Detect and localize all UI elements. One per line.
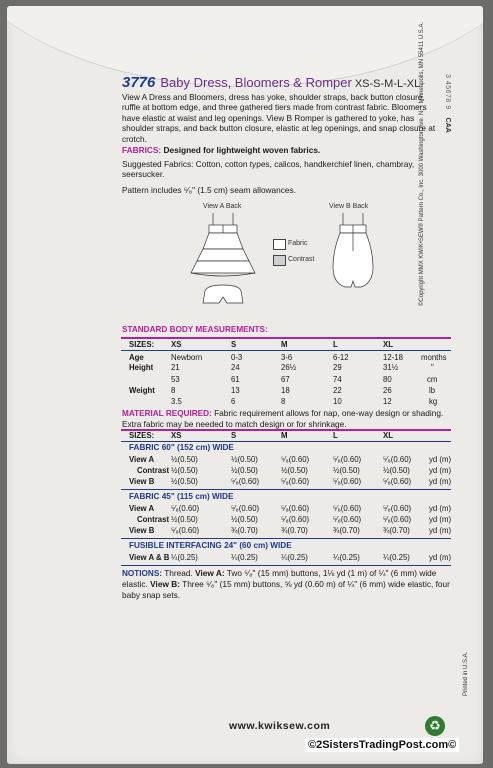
value-m: ⁵⁄₈(0.60) [281,515,310,524]
age-unit: months [421,353,447,362]
age-s: 0-3 [231,353,243,362]
value-m: ⁵⁄₈(0.60) [281,504,310,513]
row-label: View A & B [129,553,170,562]
measurement-weight-row [121,386,451,396]
height-cm-s: 61 [231,375,240,384]
view-b-label: View B Back [329,203,369,210]
size-l: L [333,340,338,349]
unit: yd (m) [429,455,452,464]
value-s: ½(0.50) [231,515,258,524]
weight-m: 18 [281,386,290,395]
unit: yd (m) [429,477,452,486]
fabric-60-title: FABRIC 60" (152 cm) WIDE [129,443,234,452]
age-m: 3-6 [281,353,293,362]
measurement-age-row [121,353,451,363]
age-xs: Newborn [171,353,203,362]
sizes-rule [121,350,451,351]
value-xl: ⁵⁄₈(0.60) [383,477,412,486]
measurements-rule [121,337,451,339]
fabric-60-rule [121,489,451,490]
unit: yd (m) [429,526,452,535]
view-a-label: View A Back [203,203,242,210]
weight-l: 22 [333,386,342,395]
height-l: 29 [333,363,342,372]
fabric-45-rule [121,538,451,539]
caa-mark: CAA [444,117,451,133]
measurements-title: STANDARD BODY MEASUREMENTS: [122,325,268,334]
website-url: www.kwiksew.com [229,720,331,732]
measurement-height-cm-row [121,375,451,385]
fabric-60-view-b-row [121,477,451,487]
value-s: ½(0.50) [231,466,258,475]
weight-kg-xl: 12 [383,397,392,406]
legend-contrast-label: Contrast [288,256,315,263]
description: View A Dress and Bloomers, dress has yoke, shoulder straps, back button closure, ruffle at bottom edge, and three gathered tiers made from contrast fabric. Bloomers have elastic at waist and leg openings. View B Romper is gathered to yoke, has shoulder straps, and back button closure, elastic at leg openings, and snap closure at crotch. [122,92,436,144]
notions-label: NOTIONS: [122,569,163,578]
material-size-s: S [231,431,237,440]
value-l: ¾(0.70) [333,526,360,535]
value-xl: ⁵⁄₈(0.60) [383,515,412,524]
value-l: ½(0.50) [333,466,360,475]
row-label: View B [129,477,155,486]
row-label: Contrast [137,515,170,524]
value-m: ⁵⁄₈(0.60) [281,477,310,486]
weight-s: 13 [231,386,240,395]
material-sizes-label: SIZES: [129,431,155,440]
material-size-xl: XL [383,431,393,440]
value-xs: ⁵⁄₈(0.60) [171,504,200,513]
row-label: Contrast [137,466,170,475]
value-l: ⁵⁄₈(0.60) [333,504,362,513]
notions-text-1: Thread. [164,568,193,578]
height-s: 24 [231,363,240,372]
measurement-height-row [121,363,451,373]
value-m: ⁵⁄₈(0.60) [281,455,310,464]
value-xl: ¾(0.70) [383,526,410,535]
height-cm-unit: cm [427,375,438,384]
unit: yd (m) [429,515,452,524]
interfacing-rule [121,565,451,566]
notions-text-3: Three ⁵⁄₈" (15 mm) buttons, ⅝ yd (0.60 m) of ¼" (6 mm) wide elastic, four baby snap sets. [122,579,450,600]
age-label: Age [129,353,144,362]
fabric-60-view-a-row [121,455,451,465]
weight-xs: 8 [171,386,176,395]
notions [122,568,452,600]
material-size-m: M [281,431,288,440]
title-row [122,74,420,92]
suggested-fabrics: Suggested Fabrics: Cotton, cotton types, calicos, handkerchief linen, chambray, seersucker. [122,159,415,180]
fabrics-line [122,145,442,155]
material-required [122,408,452,430]
value-xl: ½(0.50) [383,466,410,475]
value-xs: ⁵⁄₈(0.60) [171,526,200,535]
weight-xl: 26 [383,386,392,395]
unit: yd (m) [429,553,452,562]
legend-fabric-label: Fabric [288,240,308,247]
measurement-sizes-row [121,340,451,350]
upc-side [441,74,459,133]
fabrics-label: FABRICS: [122,145,162,155]
value-s: ⁵⁄₈(0.60) [231,504,260,513]
notions-view-a-label: View A: [195,568,225,578]
view-b-romper-drawing [329,211,379,301]
value-xl: ⁵⁄₈(0.60) [383,455,412,464]
value-xl: ⁵⁄₈(0.60) [383,504,412,513]
row-label: View A [129,455,155,464]
weight-kg-m: 8 [281,397,286,406]
recycle-icon: ♻ [425,716,445,736]
copyright-side-text: ©Copyright MMX KWIK•SEW® Pattern Co., Inc. 3000 Washington Ave. N. • Minneapolis, MN 55411 U.S.A. [419,21,425,306]
value-l: ⁵⁄₈(0.60) [333,477,362,486]
value-xl: ¼(0.25) [383,553,410,562]
upc-code: 3 45678 9 [444,74,451,110]
size-range: XS-S-M-L-XL [354,78,421,90]
value-xs: ¼(0.25) [171,553,198,562]
fabric-60-contrast-row [121,466,451,476]
height-xs: 21 [171,363,180,372]
size-m: M [281,340,288,349]
material-sizes-row [121,431,451,441]
value-l: ⁵⁄₈(0.60) [333,515,362,524]
age-xl: 12-18 [383,353,403,362]
size-xl: XL [383,340,393,349]
age-l: 6-12 [333,353,349,362]
measurement-weight-kg-row [121,397,451,407]
material-sizes-rule [121,441,451,442]
sizes-label: SIZES: [129,340,155,349]
interfacing-row [121,553,451,563]
height-cm-xs: 53 [171,375,180,384]
fabrics-text: Designed for lightweight woven fabrics. [163,145,321,155]
printed-in-usa: Printed in U.S.A. [463,651,469,696]
fabric-45-view-a-row [121,504,451,514]
size-s: S [231,340,237,349]
view-a-dress-drawing [185,211,265,321]
unit: yd (m) [429,466,452,475]
value-xs: ½(0.50) [171,515,198,524]
row-label: View A [129,504,155,513]
height-label: Height [129,363,154,372]
value-xs: ½(0.50) [171,466,198,475]
value-s: ½(0.50) [231,455,258,464]
notions-text-2: Two ⁵⁄₈" (15 mm) buttons, 1⅛ yd (1 m) of ¼" (6 mm) wide elastic. [122,568,437,590]
value-m: ½(0.50) [281,466,308,475]
pattern-number: 3776 [122,74,156,91]
value-s: ⁵⁄₈(0.60) [231,477,260,486]
material-title: MATERIAL REQUIRED: [122,409,212,418]
height-cm-m: 67 [281,375,290,384]
value-l: ¼(0.25) [333,553,360,562]
height-xl: 31½ [383,363,399,372]
height-unit: " [431,363,434,372]
fabric-45-view-b-row [121,526,451,536]
height-cm-l: 74 [333,375,342,384]
value-m: ¼(0.25) [281,553,308,562]
material-note: Fabric requirement allows for nap, one-way design or shading. Extra fabric may be needed to match design or for shrinkage. [122,408,444,430]
size-xs: XS [171,340,182,349]
interfacing-title: FUSIBLE INTERFACING 24" (60 cm) WIDE [129,541,292,550]
material-size-xs: XS [171,431,182,440]
weight-label: Weight [129,386,155,395]
material-size-l: L [333,431,338,440]
weight-kg-xs: 3.5 [171,397,182,406]
legend-contrast-swatch [273,255,286,266]
weight-unit: lb [429,386,436,395]
pattern-title: Baby Dress, Bloomers & Romper [160,75,352,90]
row-label: View B [129,526,155,535]
value-s: ¼(0.25) [231,553,258,562]
notions-view-b-label: View B: [150,579,180,590]
height-m: 26½ [281,363,297,372]
height-cm-xl: 80 [383,375,392,384]
fabric-45-title: FABRIC 45" (115 cm) WIDE [129,492,234,501]
value-xs: ½(0.50) [171,477,198,486]
value-m: ¾(0.70) [281,526,308,535]
unit: yd (m) [429,504,452,513]
value-l: ⁵⁄₈(0.60) [333,455,362,464]
pattern-envelope-back [7,6,483,764]
seam-allowance: Pattern includes ⁵⁄₈" (1.5 cm) seam allowances. [122,185,296,195]
fabric-45-contrast-row [121,515,451,525]
value-xs: ½(0.50) [171,455,198,464]
weight-kg-unit: kg [429,397,438,406]
value-s: ¾(0.70) [231,526,258,535]
weight-kg-l: 10 [333,397,342,406]
legend-fabric-swatch [273,239,286,250]
weight-kg-s: 6 [231,397,236,406]
watermark: ©2SistersTradingPost.com© [305,738,459,752]
